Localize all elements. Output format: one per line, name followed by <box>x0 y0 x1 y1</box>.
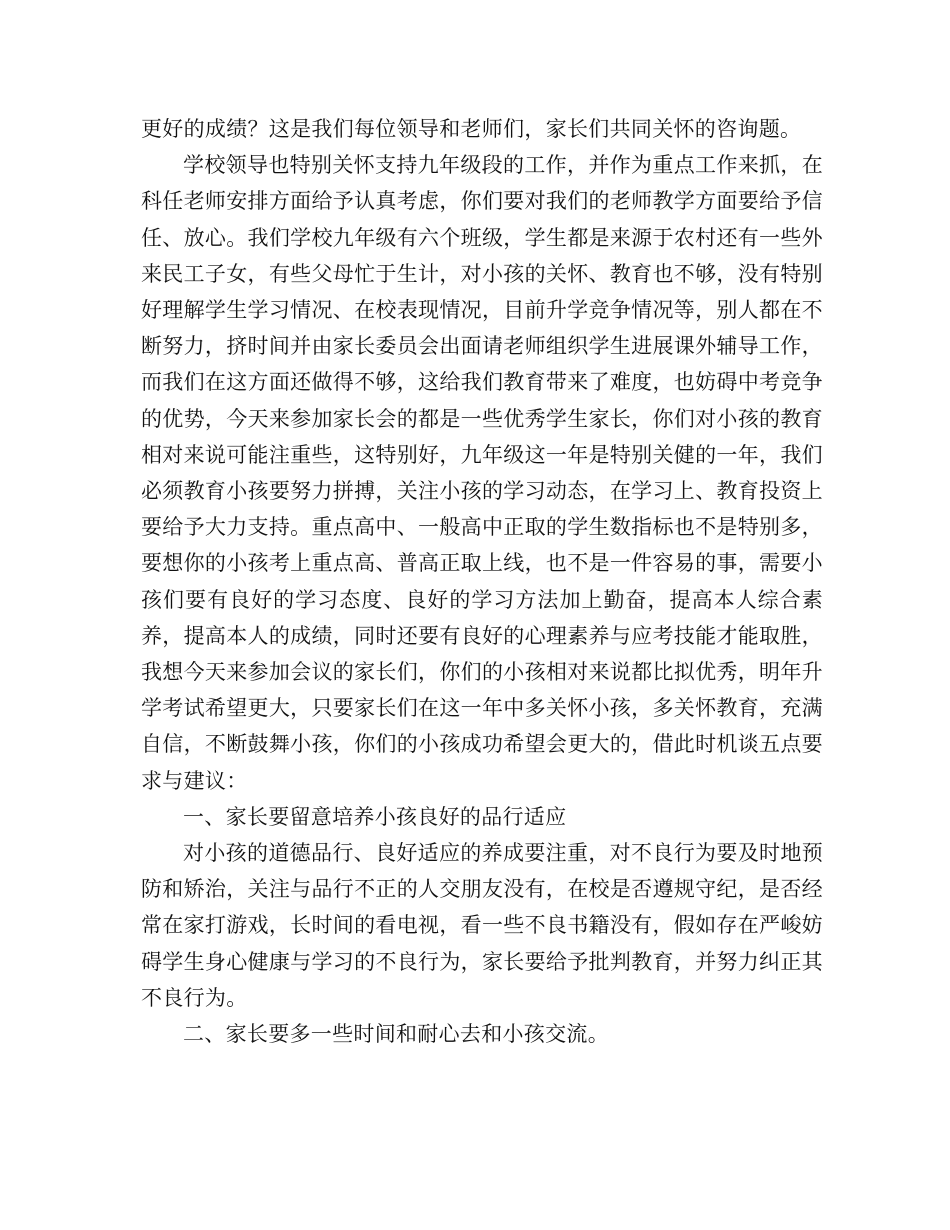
section-heading-1: 一、家长要留意培养小孩良好的品行适应 <box>183 804 567 829</box>
paragraph-school-support: 学校领导也特别关怀支持九年级段的工作，并作为重点工作来抓，在科任老师安排方面给予认真考虑，你们要对我们的老师教学方面要给予信任、放心。我们学校九年级有六个班级，学生都是来源于农村还有一些外来民工子女，有些父母忙于生计，对小孩的关怀、教育也不够，没有特别好理解学生学习情况、在校表现情况，目前升学竞争情况等，别人都在不断努力，挤时间并由家长委员会出面请老师组织学生进展课外辅导工作，而我们在这方面还做得不够，这给我们教育带来了难度，也妨碍中考竞争的优势，今天来参加家长会的都是一些优秀学生家长，你们对小孩的教育相对来说可能注重些，这特别好，九年级这一年是特别关健的一年，我们必须教育小孩要努力拼搏，关注小孩的学习动态，在学习上、教育投资上要给予大力支持。重点高中、一般高中正取的学生数指标也不是特别多，要想你的小孩考上重点高、普高正取上线，也不是一件容易的事，需要小孩们要有良好的学习态度、良好的学习方法加上勤奋，提高本人综合素养，提高本人的成绩，同时还要有良好的心理素养与应考技能才能取胜，我想今天来参加会议的家长们，你们的小孩相对来说都比拟优秀，明年升学考试希望更大，只要家长们在这一年中多关怀小孩，多关怀教育，充满自信，不断鼓舞小孩，你们的小孩成功希望会更大的，借此时机谈五点要求与建议： <box>141 153 823 793</box>
paragraph-continuation: 更好的成绩？这是我们每位领导和老师们，家长们共同关怀的咨询题。 <box>141 117 802 141</box>
paragraph-moral-habits: 对小孩的道德品行、良好适应的养成要注重，对不良行为要及时地预防和矫治，关注与品行不正的人交朋友没有，在校是否遵规守纪，是否经常在家打游戏，长时间的看电视，看一些不良书籍没有，假如存在严峻妨碍学生身心健康与学习的不良行为，家长要给予批判教育，并努力纠正其不良行为。 <box>141 841 823 1010</box>
document-body <box>141 111 823 1052</box>
section-heading-2: 二、家长要多一些时间和耐心去和小孩交流。 <box>183 1022 609 1047</box>
